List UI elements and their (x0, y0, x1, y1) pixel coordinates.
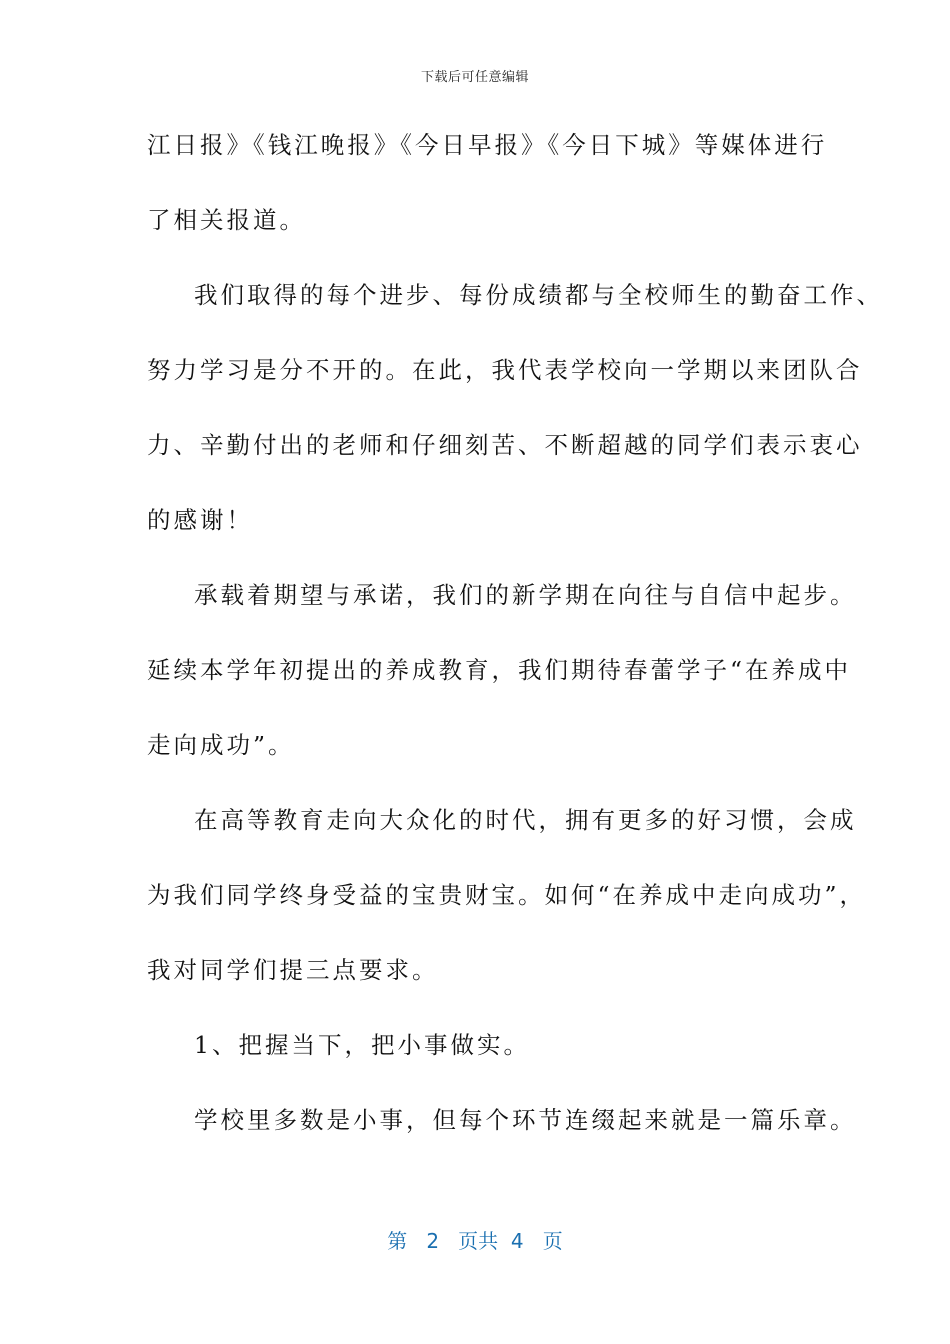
total-unit: 页 (542, 1229, 563, 1253)
text-line: 了相关报道。 (147, 206, 306, 234)
list-item-heading: 1、把握当下，把小事做实。 (194, 1031, 530, 1059)
paragraph-start-line: 我们取得的每个进步、每份成绩都与全校师生的勤奋工作、 (194, 281, 883, 309)
text-line: 力、辛勤付出的老师和仔细刻苦、不断超越的同学们表示衷心 (147, 431, 863, 459)
total-pages: 4 (510, 1229, 524, 1253)
page-label: 第 (387, 1229, 408, 1253)
page-header-note: 下载后可任意编辑 (420, 70, 529, 85)
text-line: 江日报》《钱江晚报》《今日早报》《今日下城》等媒体进行 (147, 131, 828, 159)
paragraph-start-line: 学校里多数是小事，但每个环节连缀起来就是一篇乐章。 (194, 1106, 857, 1134)
page-footer (0, 1225, 950, 1254)
page-number: 2 (426, 1229, 440, 1253)
text-line: 为我们同学终身受益的宝贵财宝。如何“在养成中走向成功”， (147, 881, 867, 909)
paragraph-start-line: 承载着期望与承诺，我们的新学期在向往与自信中起步。 (194, 581, 857, 609)
text-line: 努力学习是分不开的。在此，我代表学校向一学期以来团队合 (147, 356, 863, 384)
page-unit: 页共 (458, 1229, 499, 1253)
text-line: 走向成功”。 (147, 731, 295, 759)
paragraph-start-line: 在高等教育走向大众化的时代，拥有更多的好习惯，会成 (194, 806, 857, 834)
text-line: 延续本学年初提出的养成教育，我们期待春蕾学子“在养成中 (147, 656, 852, 684)
text-line: 我对同学们提三点要求。 (147, 956, 439, 984)
text-line: 的感谢！ (147, 506, 253, 534)
